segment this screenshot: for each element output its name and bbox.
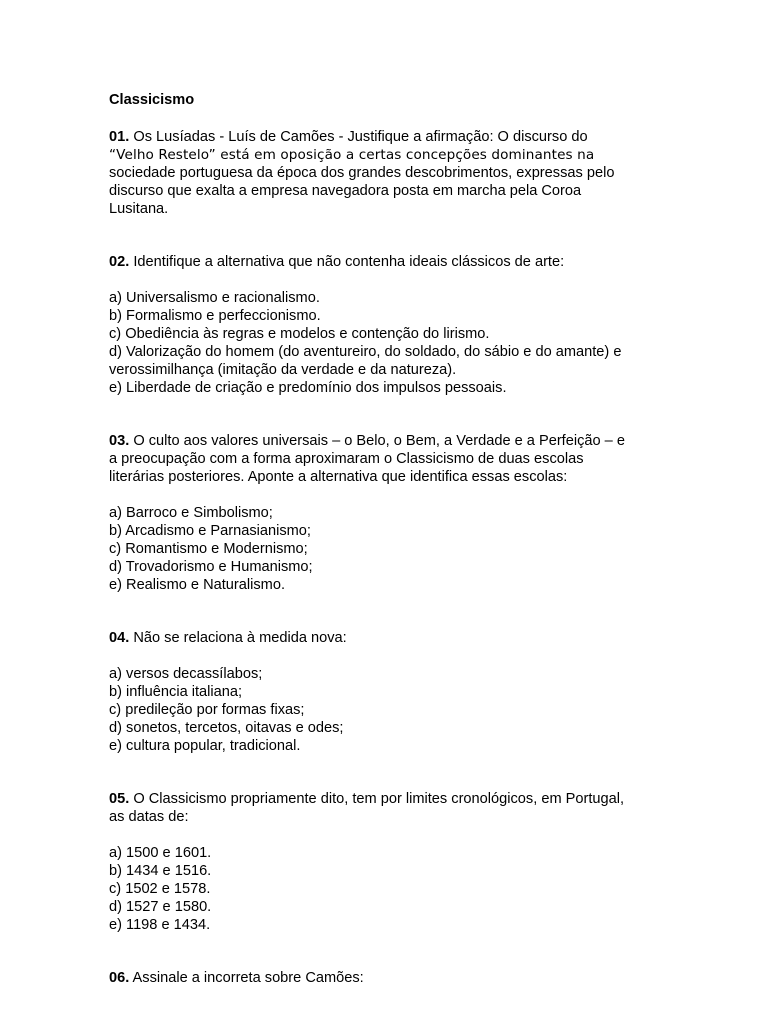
answer-option: verossimilhança (imitação da verdade e da natureza). xyxy=(109,362,457,378)
question-text-line: “Velho Restelo” está em oposição a certas concepções dominantes na xyxy=(109,147,595,163)
question-text-line xyxy=(109,629,669,647)
answer-option: b) 1434 e 1516. xyxy=(109,863,212,879)
question-text-line xyxy=(109,969,669,987)
question-number: 01. xyxy=(109,129,130,145)
answer-option: d) 1527 e 1580. xyxy=(109,899,212,915)
question-text-line xyxy=(109,790,669,808)
spacer xyxy=(109,271,669,289)
spacer xyxy=(109,397,669,432)
question-number: 03. xyxy=(109,433,130,449)
question-text: Os Lusíadas - Luís de Camões - Justifique a afirmação: O discurso do xyxy=(133,129,588,145)
answer-option: e) Realismo e Naturalismo. xyxy=(109,577,285,593)
question-text-line: as datas de: xyxy=(109,809,189,825)
answer-option: a) Universalismo e racionalismo. xyxy=(109,290,320,306)
answer-option: c) Romantismo e Modernismo; xyxy=(109,541,308,557)
question-02 xyxy=(109,253,669,397)
question-text-line xyxy=(109,253,669,271)
answer-option: e) Liberdade de criação e predomínio dos impulsos pessoais. xyxy=(109,380,507,396)
question-04 xyxy=(109,629,669,755)
answer-option: b) influência italiana; xyxy=(109,684,243,700)
document-page xyxy=(109,91,669,987)
question-05 xyxy=(109,790,669,934)
answer-option: c) Obediência às regras e modelos e contenção do lirismo. xyxy=(109,326,490,342)
question-text-line xyxy=(109,432,669,450)
answer-option: b) Formalismo e perfeccionismo. xyxy=(109,308,321,324)
question-03 xyxy=(109,432,669,594)
answer-option: b) Arcadismo e Parnasianismo; xyxy=(109,523,311,539)
question-text-line: Lusitana. xyxy=(109,201,169,217)
answer-option: a) Barroco e Simbolismo; xyxy=(109,505,273,521)
answer-option: e) 1198 e 1434. xyxy=(109,917,211,933)
answer-option: a) 1500 e 1601. xyxy=(109,845,212,861)
spacer xyxy=(109,486,669,504)
question-text: Não se relaciona à medida nova: xyxy=(133,630,347,646)
document-title: Classicismo xyxy=(109,92,195,108)
answer-option: d) Trovadorismo e Humanismo; xyxy=(109,559,313,575)
answer-option: d) Valorização do homem (do aventureiro, do soldado, do sábio e do amante) e xyxy=(109,344,622,360)
question-text-line: sociedade portuguesa da época dos grandes descobrimentos, expressas pelo xyxy=(109,165,615,181)
answer-option: c) 1502 e 1578. xyxy=(109,881,211,897)
question-number: 05. xyxy=(109,791,130,807)
spacer xyxy=(109,755,669,790)
question-text: O Classicismo propriamente dito, tem por limites cronológicos, em Portugal, xyxy=(133,791,625,807)
question-number: 06. xyxy=(109,970,130,986)
question-06 xyxy=(109,969,669,987)
question-number: 02. xyxy=(109,254,130,270)
answer-option: c) predileção por formas fixas; xyxy=(109,702,305,718)
answer-option: d) sonetos, tercetos, oitavas e odes; xyxy=(109,720,344,736)
spacer xyxy=(109,218,669,253)
question-text: Identifique a alternativa que não contenha ideais clássicos de arte: xyxy=(133,254,565,270)
question-text-line: literárias posteriores. Aponte a alternativa que identifica essas escolas: xyxy=(109,469,568,485)
question-text: O culto aos valores universais – o Belo, o Bem, a Verdade e a Perfeição – e xyxy=(133,433,625,449)
question-number: 04. xyxy=(109,630,130,646)
question-text-line xyxy=(109,128,669,146)
question-text-line: discurso que exalta a empresa navegadora posta em marcha pela Coroa xyxy=(109,183,582,199)
answer-option: a) versos decassílabos; xyxy=(109,666,263,682)
spacer xyxy=(109,647,669,665)
answer-option: e) cultura popular, tradicional. xyxy=(109,738,301,754)
spacer xyxy=(109,934,669,969)
question-text-line: a preocupação com a forma aproximaram o Classicismo de duas escolas xyxy=(109,451,584,467)
question-text: Assinale a incorreta sobre Camões: xyxy=(132,970,364,986)
spacer xyxy=(109,594,669,629)
question-01 xyxy=(109,128,669,218)
spacer xyxy=(109,826,669,844)
